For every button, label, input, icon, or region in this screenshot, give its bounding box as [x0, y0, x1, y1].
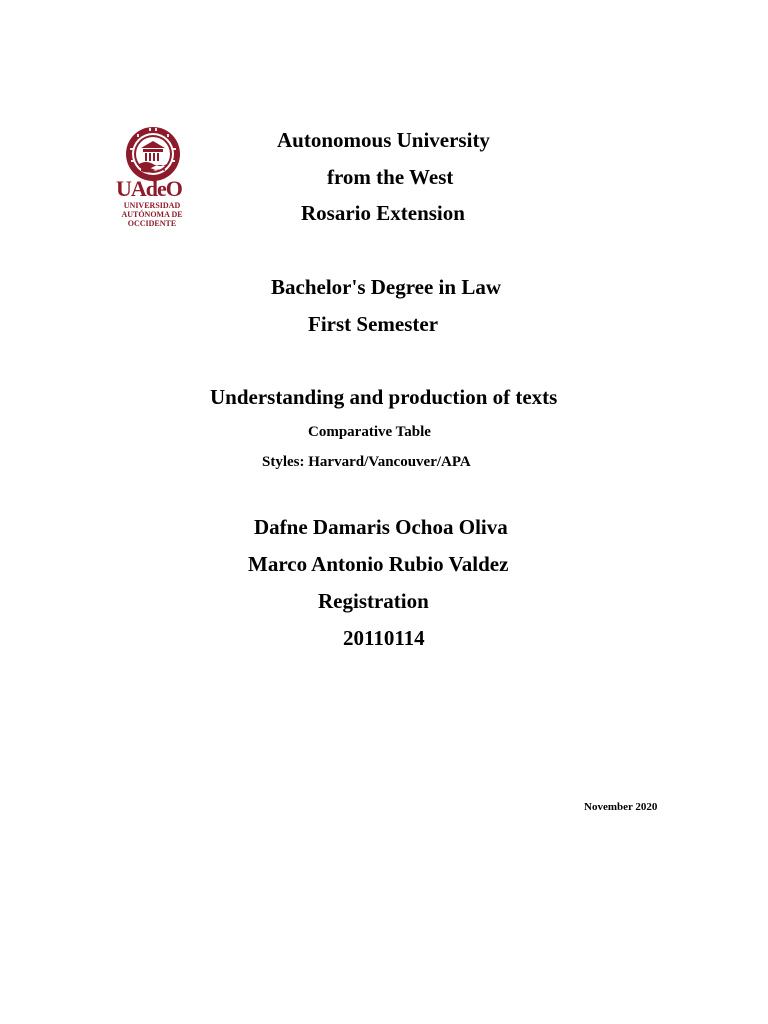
assignment-title: Comparative Table [308, 424, 431, 440]
author-2: Marco Antonio Rubio Valdez [248, 552, 509, 576]
university-seal-icon [125, 126, 181, 182]
logo-line-3: OCCIDENTE [127, 219, 177, 228]
logo-line-1: UNIVERSIDAD [123, 201, 181, 210]
course-title: Understanding and production of texts [210, 385, 558, 409]
logo-wordmark: UAdeO [116, 176, 182, 201]
campus-extension: Rosario Extension [301, 201, 465, 225]
degree-program: Bachelor's Degree in Law [271, 275, 501, 299]
university-name: Autonomous University [277, 128, 490, 152]
submission-date: November 2020 [584, 801, 658, 813]
citation-styles: Styles: Harvard/Vancouver/APA [262, 454, 471, 470]
registration-label: Registration [318, 589, 429, 613]
registration-number: 20110114 [343, 626, 425, 650]
university-logo [112, 126, 192, 234]
logo-line-2: AUTÓNOMA DE [121, 210, 183, 219]
author-1: Dafne Damaris Ochoa Oliva [254, 515, 508, 539]
university-region: from the West [327, 165, 454, 189]
semester: First Semester [308, 312, 439, 336]
